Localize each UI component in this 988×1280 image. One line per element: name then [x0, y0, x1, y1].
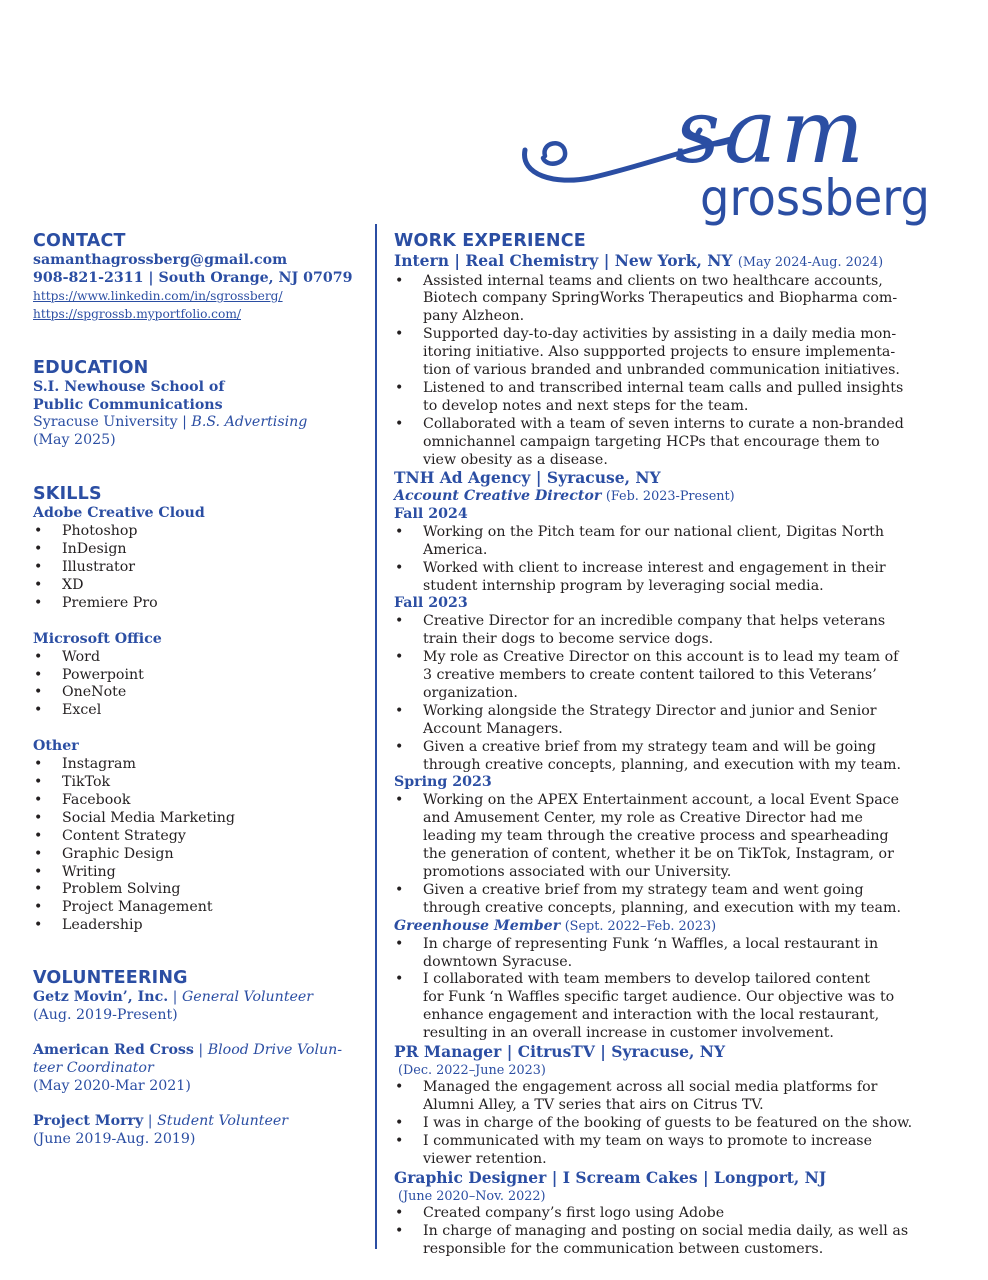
- job-bullet: • I communicated with my team on ways to promote to increase viewer retention.: [394, 1133, 969, 1169]
- volunteer-org: Getz Movin’, Inc.: [33, 989, 169, 1006]
- job-bullet: • Worked with client to increase interest and engagement in their student internship program by leveraging social media.: [394, 560, 969, 596]
- skill-group: [33, 631, 363, 721]
- skill-item: • Leadership: [33, 917, 363, 935]
- job-bullet: • Working on the Pitch team for our national client, Digitas North America.: [394, 524, 969, 560]
- term-label: Spring 2023: [394, 774, 492, 791]
- volunteer-date: (Aug. 2019-Present): [33, 1007, 178, 1024]
- job-title: TNH Ad Agency | Syracuse, NY: [394, 468, 661, 488]
- job-bullet: • Given a creative brief from my strategy team and went going through creative concepts, planning, and execution with my team.: [394, 882, 969, 918]
- skill-group-title: Microsoft Office: [33, 630, 162, 647]
- volunteer-sep: |: [143, 1112, 158, 1129]
- job-dates: (June 2020–Nov. 2022): [398, 1188, 546, 1204]
- term-label: Fall 2024: [394, 505, 468, 522]
- job-bullet: • Collaborated with a team of seven interns to curate a non-branded omnichannel campaign targeting HCPs that encourage them to view obesity as a disease.: [394, 416, 969, 470]
- job-bullet: • My role as Creative Director on this account is to lead my team of 3 creative members to create content tailored to this Veterans’ organization.: [394, 649, 969, 703]
- job-entry: [394, 1169, 969, 1259]
- email[interactable]: samanthagrossberg@gmail.com: [33, 252, 288, 268]
- skill-item: • Excel: [33, 702, 363, 720]
- logo-swash-loop: [543, 143, 565, 163]
- column-divider: [375, 224, 377, 1249]
- name-logo: [515, 90, 955, 230]
- volunteer-entry: [33, 1113, 363, 1149]
- degree: B.S. Advertising: [191, 414, 308, 431]
- logo-first-name: sam: [675, 90, 869, 183]
- job-bullet: • I was in charge of the booking of guests to be featured on the show.: [394, 1115, 969, 1133]
- skills-section: [33, 483, 363, 935]
- job-title: Intern | Real Chemistry | New York, NY: [394, 251, 733, 270]
- job-bullet: • Creative Director for an incredible company that helps veterans train their dogs to become service dogs.: [394, 613, 969, 649]
- school-name-line1: S.I. Newhouse School of: [33, 378, 225, 395]
- skill-group-title: Other: [33, 738, 79, 755]
- skill-item: • OneNote: [33, 684, 363, 702]
- volunteer-entry: [33, 989, 363, 1025]
- portfolio-link[interactable]: https://spgrossb.myportfolio.com/: [33, 306, 241, 321]
- skill-item: • Social Media Marketing: [33, 810, 363, 828]
- job-bullet: • Listened to and transcribed internal team calls and pulled insights to develop notes and next steps for the team.: [394, 380, 969, 416]
- contact-heading: CONTACT: [33, 231, 126, 251]
- volunteer-role: Student Volunteer: [157, 1112, 289, 1129]
- job-role: Greenhouse Member: [394, 917, 561, 934]
- job-entry: [394, 1043, 969, 1169]
- job-bullet: • Working on the APEX Entertainment account, a local Event Space and Amusement Center, my role as Creative Director had me leading my team through the creative process and spearheading the generation of content, whether it be on TikTok, Instagram, or promotions associated with our University.: [394, 792, 969, 882]
- skill-item: • Graphic Design: [33, 846, 363, 864]
- skill-item: • Photoshop: [33, 523, 363, 541]
- volunteer-sep: |: [193, 1042, 208, 1058]
- volunteering-heading: VOLUNTEERING: [33, 968, 188, 989]
- volunteer-entry: [33, 1042, 363, 1096]
- job-bullet: • In charge of managing and posting on social media daily, as well as responsible for the communication between customers.: [394, 1223, 969, 1259]
- work-experience-section: [394, 230, 969, 1259]
- skill-item: • InDesign: [33, 541, 363, 559]
- skill-item: • TikTok: [33, 774, 363, 792]
- job-entry: [394, 469, 969, 1043]
- linkedin-link[interactable]: https://www.linkedin.com/in/sgrossberg/: [33, 288, 283, 303]
- job-role: Account Creative Director: [394, 487, 602, 504]
- skill-item: • XD: [33, 577, 363, 595]
- volunteering-section: [33, 967, 363, 1148]
- skill-item: • Word: [33, 649, 363, 667]
- job-dates: (Sept. 2022–Feb. 2023): [564, 918, 717, 934]
- skill-group-title: Adobe Creative Cloud: [33, 505, 205, 522]
- skill-item: • Illustrator: [33, 559, 363, 577]
- skill-group: [33, 505, 363, 612]
- skill-group: [33, 738, 363, 935]
- phone-location: 908-821-2311 | South Orange, NJ 07079: [33, 269, 353, 286]
- job-entry: [394, 252, 969, 469]
- volunteer-role: Blood Drive Volun-: [207, 1042, 343, 1058]
- job-bullet: • Supported day-to-day activities by assisting in a daily media mon- itoring initiative. Also suppported projects to ensure implementa- tion of various branded and unbranded communication initiatives.: [394, 326, 969, 380]
- job-bullet: • In charge of representing Funk ‘n Waffles, a local restaurant in downtown Syracuse.: [394, 936, 969, 972]
- left-column: [33, 230, 363, 1149]
- job-dates: (Dec. 2022–June 2023): [398, 1062, 546, 1078]
- volunteer-role-cont: teer Coordinator: [33, 1059, 154, 1076]
- contact-section: [33, 230, 363, 324]
- university: Syracuse University |: [33, 414, 192, 431]
- job-dates: (May 2024-Aug. 2024): [737, 255, 884, 270]
- skill-item: • Powerpoint: [33, 667, 363, 685]
- volunteer-sep: |: [168, 989, 182, 1006]
- job-bullet: • Managed the engagement across all social media platforms for Alumni Alley, a TV series that airs on Citrus TV.: [394, 1079, 969, 1115]
- job-bullet: • Assisted internal teams and clients on two healthcare accounts, Biotech company SpringWorks Therapeutics and Biopharma com- pany Alzheon.: [394, 273, 969, 327]
- skill-item: • Problem Solving: [33, 881, 363, 899]
- education-heading: EDUCATION: [33, 357, 149, 378]
- work-heading: WORK EXPERIENCE: [394, 231, 586, 251]
- job-bullet: • Created company’s first logo using Adobe: [394, 1205, 969, 1223]
- job-bullet: • Given a creative brief from my strategy team and will be going through creative concepts, planning, and execution with my team.: [394, 739, 969, 775]
- job-title: PR Manager | CitrusTV | Syracuse, NY: [394, 1042, 726, 1062]
- job-bullet: • Working alongside the Strategy Director and junior and Senior Account Managers.: [394, 703, 969, 739]
- skill-item: • Content Strategy: [33, 828, 363, 846]
- skills-heading: SKILLS: [33, 484, 102, 505]
- volunteer-org: American Red Cross: [33, 1042, 194, 1058]
- volunteer-org: Project Morry: [33, 1112, 144, 1129]
- education-section: [33, 357, 363, 451]
- logo-last-name: grossberg: [700, 169, 930, 227]
- school-name-line2: Public Communications: [33, 396, 223, 413]
- volunteer-date: (May 2020-Mar 2021): [33, 1077, 191, 1094]
- education-date: (May 2025): [33, 432, 116, 449]
- volunteer-role: General Volunteer: [181, 989, 314, 1006]
- skill-item: • Instagram: [33, 756, 363, 774]
- term-label: Fall 2023: [394, 595, 468, 612]
- job-bullet: • I collaborated with team members to develop tailored content for Funk ‘n Waffles specific target audience. Our objective was to enhance engagement and interaction with the local restaurant, resulting in an overall increase in customer involvement.: [394, 971, 969, 1043]
- skill-item: • Writing: [33, 864, 363, 882]
- volunteer-date: (June 2019-Aug. 2019): [33, 1130, 196, 1147]
- job-title: Graphic Designer | I Scream Cakes | Longport, NJ: [394, 1168, 827, 1187]
- job-dates: (Feb. 2023-Present): [605, 488, 735, 504]
- skill-item: • Premiere Pro: [33, 595, 363, 613]
- skill-item: • Project Management: [33, 899, 363, 917]
- skill-item: • Facebook: [33, 792, 363, 810]
